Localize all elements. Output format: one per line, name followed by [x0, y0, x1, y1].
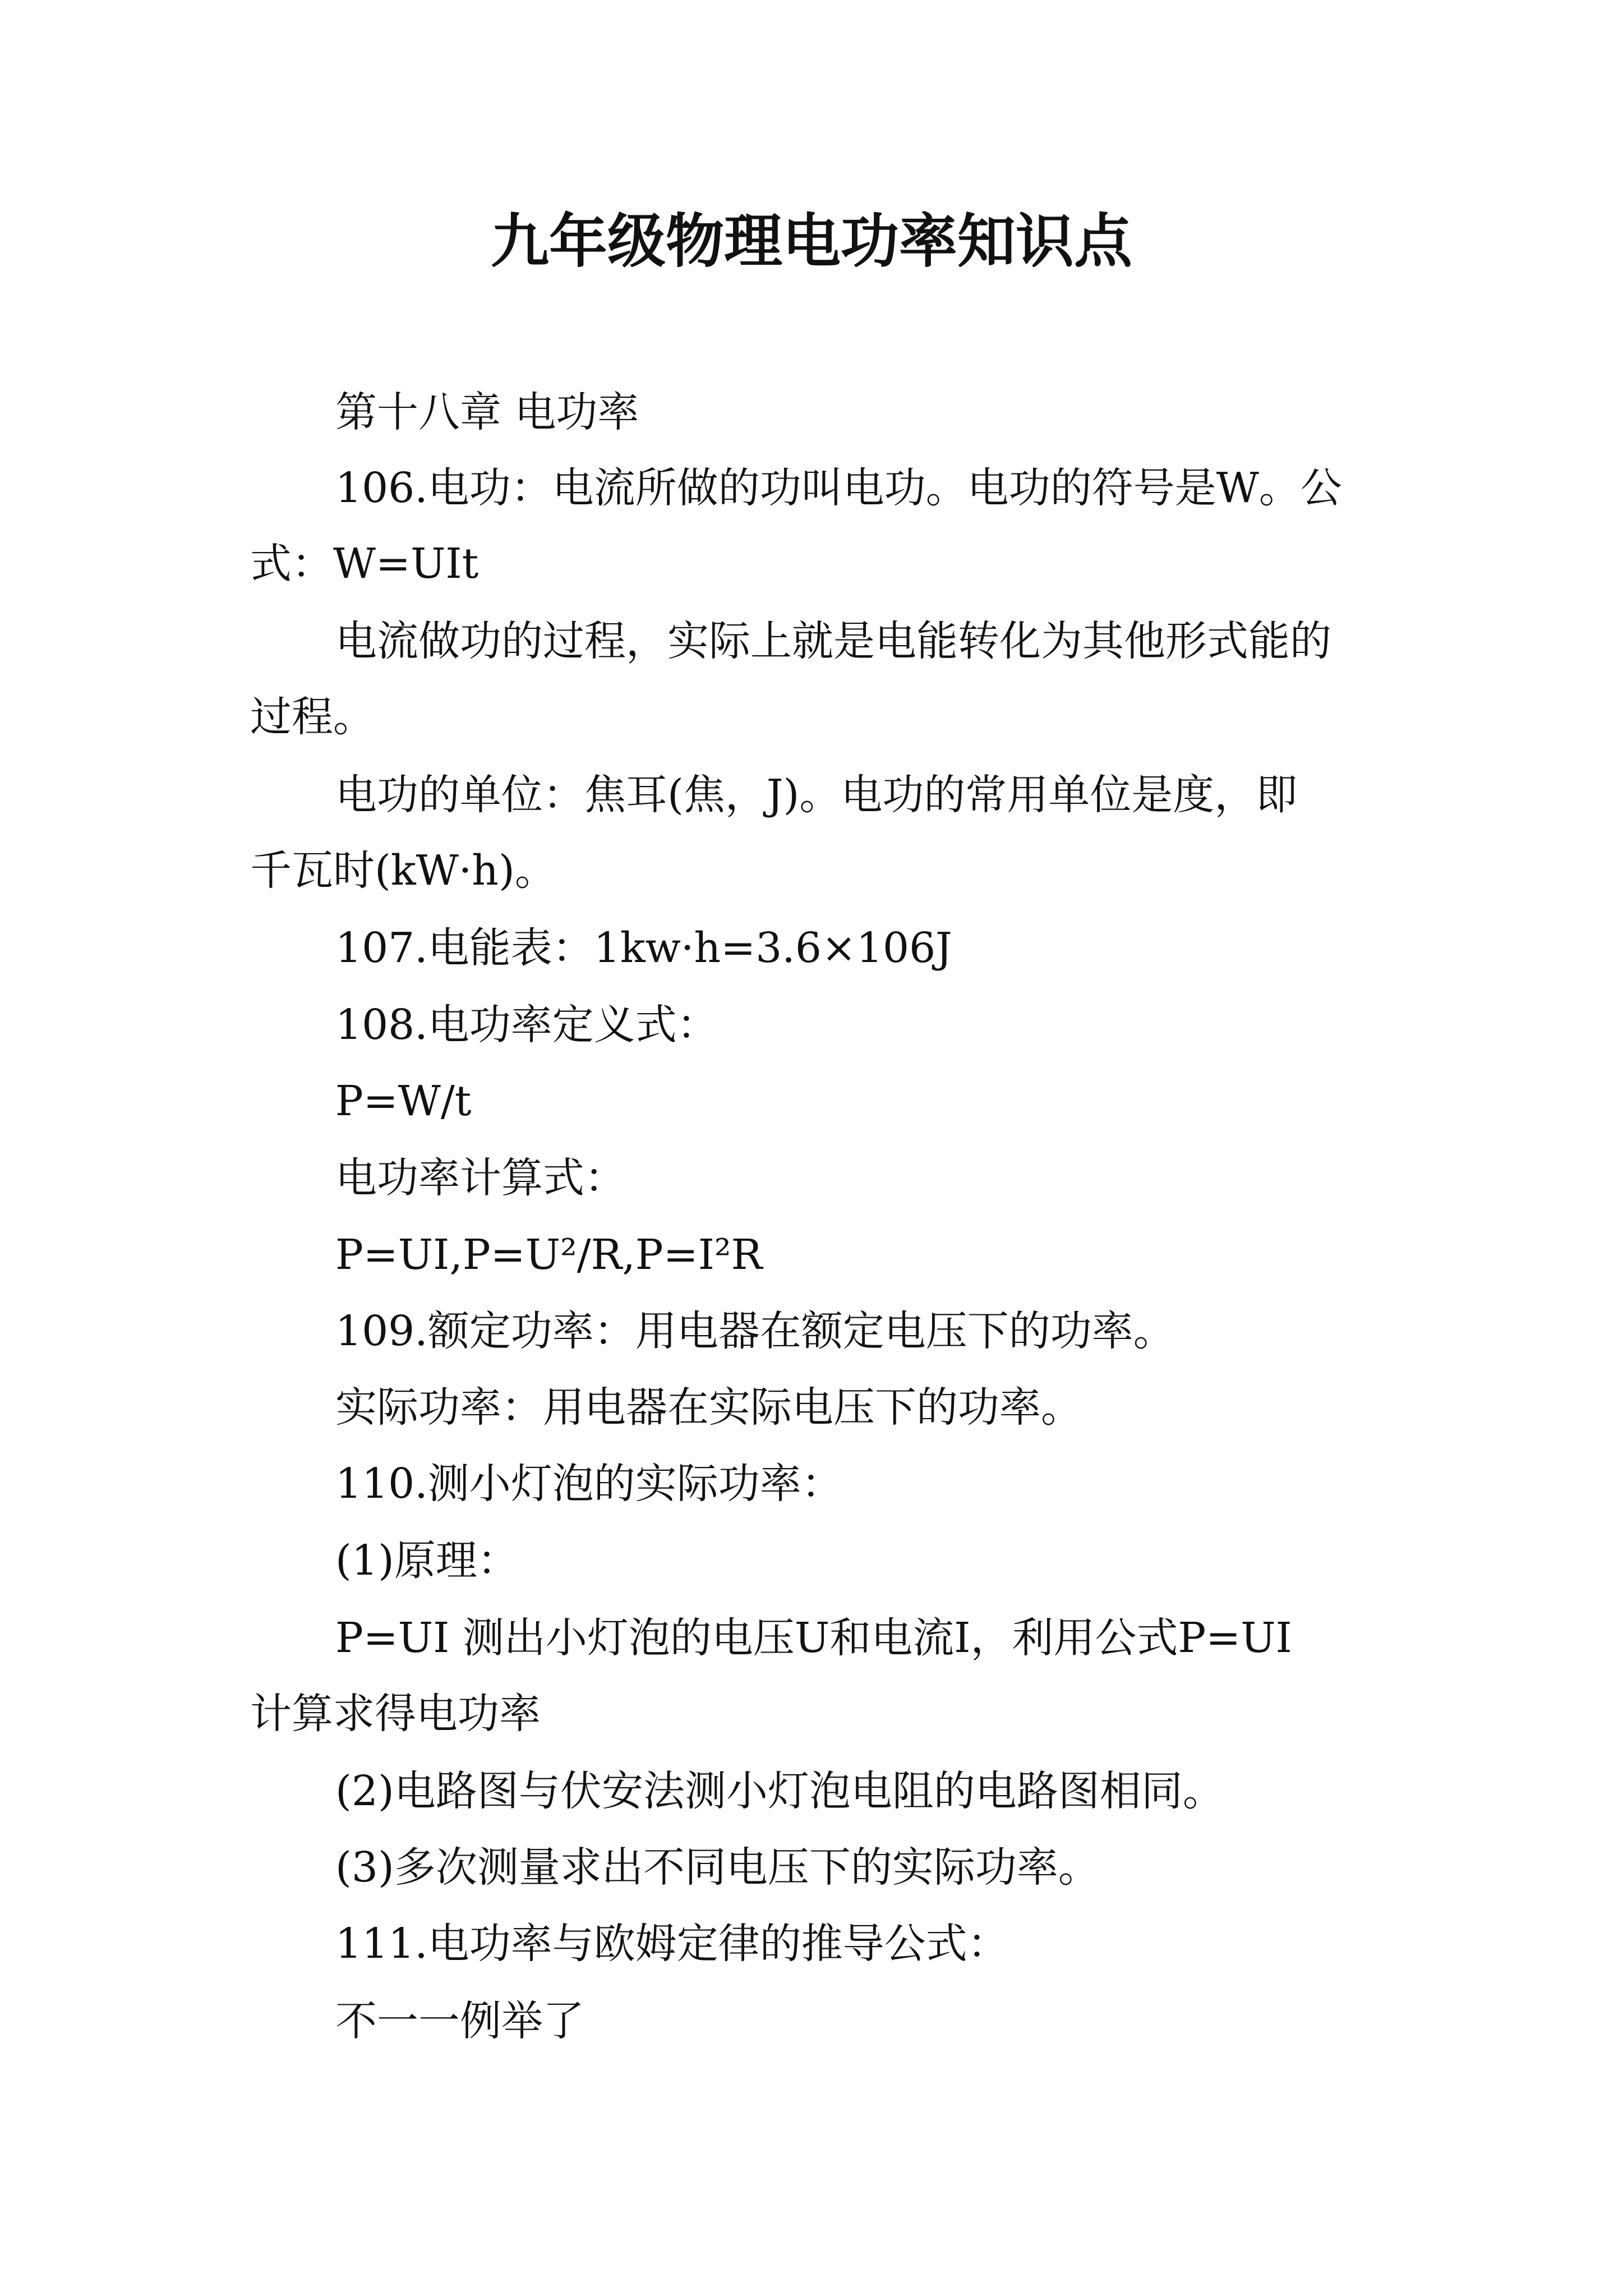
paragraph-line: P=UI 测出小灯泡的电压U和电流I，利用公式P=UI	[335, 1614, 1292, 1662]
paragraph-line: 111.电功率与欧姆定律的推导公式：	[335, 1920, 1009, 1968]
paragraph-line: 电流做功的过程，实际上就是电能转化为其他形式能的	[335, 617, 1331, 665]
paragraph-line: 计算求得电功率	[250, 1690, 541, 1738]
paragraph-line: 千瓦时(kW·h)。	[250, 846, 556, 895]
paragraph-line: 过程。	[250, 693, 375, 741]
paragraph-line: 108.电功率定义式：	[335, 1001, 718, 1049]
paragraph-line: 109.额定功率：用电器在额定电压下的功率。	[335, 1307, 1175, 1355]
paragraph-line: 107.电能表：1kw·h=3.6×106J	[335, 924, 952, 972]
document-title: 九年级物理电功率知识点	[490, 206, 1132, 275]
paragraph-line: (3)多次测量求出不同电压下的实际功率。	[335, 1843, 1100, 1892]
paragraph-line: 110.测小灯泡的实际功率：	[335, 1460, 843, 1508]
formula-line: P=UI,P=U²/R,P=I²R	[335, 1231, 763, 1279]
paragraph-line: 电功率计算式：	[335, 1154, 626, 1202]
paragraph-line: (2)电路图与伏安法测小灯泡电阻的电路图相同。	[335, 1767, 1224, 1815]
chapter-heading: 第十八章 电功率	[335, 388, 639, 436]
paragraph-line: 式：W=UIt	[250, 540, 479, 588]
paragraph-line: 不一一例举了	[335, 1997, 584, 2045]
formula-line: P=W/t	[335, 1077, 472, 1125]
paragraph-line: (1)原理：	[335, 1536, 519, 1585]
paragraph-line: 106.电功：电流所做的功叫电功。电功的符号是W。公	[335, 464, 1342, 512]
paragraph-line: 电功的单位：焦耳(焦，J)。电功的常用单位是度，即	[335, 771, 1298, 819]
paragraph-line: 实际功率：用电器在实际电压下的功率。	[335, 1383, 1082, 1432]
